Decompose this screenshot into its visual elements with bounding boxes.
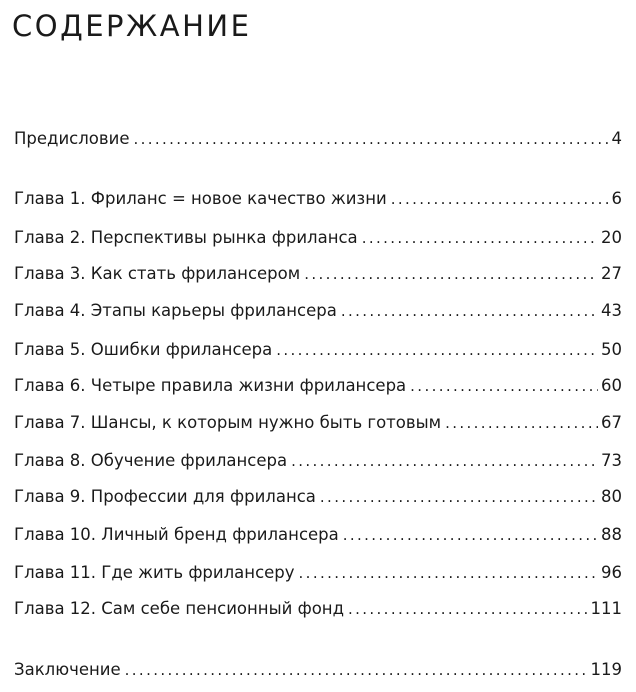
toc-page-number: 43	[601, 301, 622, 320]
toc-page-number: 119	[590, 660, 622, 679]
toc-entry-chapter-9	[14, 485, 622, 509]
dot-leader	[125, 658, 588, 682]
toc-entry-title: Глава 11. Где жить фрилансеру	[14, 563, 295, 582]
dot-leader	[343, 523, 598, 547]
toc-page-number: 27	[601, 264, 622, 283]
dot-leader	[362, 226, 598, 250]
toc-entry-preface	[14, 127, 622, 151]
dot-leader	[276, 338, 598, 362]
toc-entry-title: Глава 7. Шансы, к которым нужно быть готовым	[14, 413, 442, 432]
toc-page-number: 67	[601, 413, 622, 432]
dot-leader	[445, 411, 598, 435]
toc-entry-title: Глава 1. Фриланс = новое качество жизни	[14, 189, 387, 208]
toc-entry-chapter-2	[14, 226, 622, 250]
toc-page-number: 111	[590, 599, 622, 618]
toc-entry-chapter-3	[14, 262, 622, 286]
toc-page-number: 20	[601, 228, 622, 247]
toc-entry-chapter-8	[14, 449, 622, 473]
toc-page-number: 96	[601, 563, 622, 582]
page-title: СОДЕРЖАНИЕ	[12, 9, 252, 43]
dot-leader	[391, 187, 609, 211]
toc-entry-title: Предисловие	[14, 129, 130, 148]
dot-leader	[410, 374, 598, 398]
dot-leader	[341, 299, 598, 323]
toc-entry-chapter-12	[14, 597, 622, 621]
toc-entry-title: Глава 5. Ошибки фрилансера	[14, 340, 273, 359]
toc-page-number: 6	[611, 189, 622, 208]
dot-leader	[304, 262, 598, 286]
toc-entry-chapter-4	[14, 299, 622, 323]
toc-page-number: 80	[601, 487, 622, 506]
toc-page-number: 60	[601, 376, 622, 395]
toc-entry-title: Глава 6. Четыре правила жизни фрилансера	[14, 376, 407, 395]
toc-page-number: 4	[611, 129, 622, 148]
toc-entry-title: Заключение	[14, 660, 121, 679]
toc-entry-title: Глава 2. Перспективы рынка фриланса	[14, 228, 358, 247]
toc-entry-title: Глава 8. Обучение фрилансера	[14, 451, 288, 470]
toc-entry-conclusion	[14, 658, 622, 682]
dot-leader	[348, 597, 588, 621]
dot-leader	[291, 449, 598, 473]
toc-entry-chapter-6	[14, 374, 622, 398]
toc-page-number: 73	[601, 451, 622, 470]
toc-entry-title: Глава 9. Профессии для фриланса	[14, 487, 316, 506]
dot-leader	[133, 127, 608, 151]
toc-entry-title: Глава 12. Сам себе пенсионный фонд	[14, 599, 344, 618]
toc-entry-chapter-11	[14, 561, 622, 585]
toc-entry-chapter-10	[14, 523, 622, 547]
dot-leader	[299, 561, 598, 585]
toc-entry-title: Глава 4. Этапы карьеры фрилансера	[14, 301, 337, 320]
toc-entry-chapter-1	[14, 187, 622, 211]
toc-entry-title: Глава 3. Как стать фрилансером	[14, 264, 301, 283]
toc-entry-chapter-5	[14, 338, 622, 362]
toc-page-number: 50	[601, 340, 622, 359]
toc-page-number: 88	[601, 525, 622, 544]
dot-leader	[320, 485, 598, 509]
toc-entry-chapter-7	[14, 411, 622, 435]
toc-entry-title: Глава 10. Личный бренд фрилансера	[14, 525, 339, 544]
